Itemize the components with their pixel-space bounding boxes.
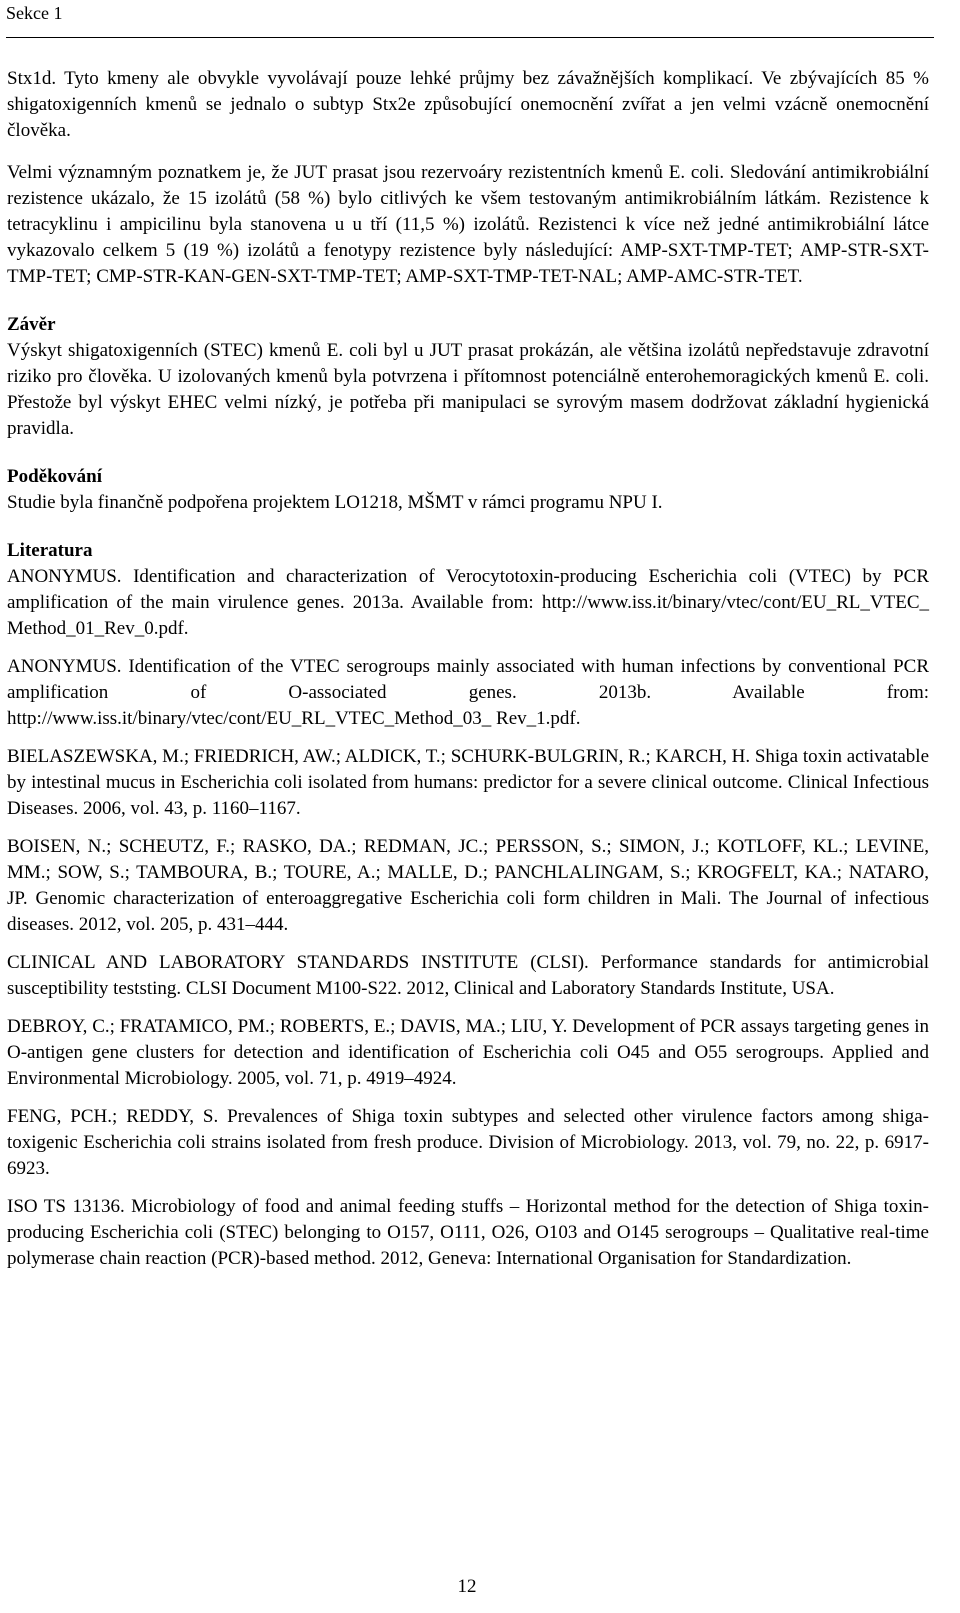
intro-paragraph-2: Velmi významným poznatkem je, že JUT prasat jsou rezervoáry rezistentních kmenů E. coli. Sledování antimikrobiální rezistence ukázalo, že 15 izolátů (58 %) bylo citlivých ke všem testovaným antimikrobiálním látkám. Rezistence k tetracyklinu i ampicilinu byla stanovena u u tří (11,5 %) izolátů. Rezistenci k více než jedné antimikrobiální látce vykazovalo celkem 5 (19 %) izolátů a fenotypy rezistence byly následující: AMP-SXT-TMP-TET; AMP-STR-SXT-TMP-TET; CMP-STR-KAN-GEN-SXT-TMP-TET; AMP-SXT-TMP-TET-NAL; AMP-AMC-STR-TET. xyxy=(7,162,929,287)
reference-item: BIELASZEWSKA, M.; FRIEDRICH, AW.; ALDICK, T.; SCHURK-BULGRIN, R.; KARCH, H. Shiga toxin activatable by intestinal mucus in Escherichia coli isolated from humans: predictor for a severe clinical outcome. Clinical Infectious Diseases. 2006, vol. 43, p. 1160–1167. xyxy=(7,746,929,819)
reference-item: BOISEN, N.; SCHEUTZ, F.; RASKO, DA.; REDMAN, JC.; PERSSON, S.; SIMON, J.; KOTLOFF, KL.; LEVINE, MM.; SOW, S.; TAMBOURA, B.; TOURE, A.; MALLE, D.; PANCHLALINGAM, S.; KROGFELT, KA.; NATARO, JP. Genomic characterization of enteroaggregative Escherichia coli form children in Mali. The Journal of infectious diseases. 2012, vol. 205, p. 431–444. xyxy=(7,836,929,935)
reference-item: ANONYMUS. Identification and characterization of Verocytotoxin-producing Escherichia coli (VTEC) by PCR amplification of the main virulence genes. 2013a. Available from: http://www.iss.it/binary/vtec/cont/EU_RL_VTEC_ Method_01_Rev_0.pdf. xyxy=(7,566,929,639)
document-body xyxy=(7,66,929,1272)
reference-item: CLINICAL AND LABORATORY STANDARDS INSTITUTE (CLSI). Performance standards for antimicrobial susceptibility teststing. CLSI Document M100-S22. 2012, Clinical and Laboratory Standards Institute, USA. xyxy=(7,952,929,999)
literature-heading: Literatura xyxy=(7,540,93,561)
reference-item: ANONYMUS. Identification of the VTEC serogroups mainly associated with human infections by conventional PCR amplification of O-associated genes. 2013b. Available from: http://www.iss.it/binary/vtec/cont/EU_RL_VTEC_Method_03_ Rev_1.pdf. xyxy=(7,656,929,729)
intro-paragraph-1: Stx1d. Tyto kmeny ale obvykle vyvolávají pouze lehké průjmy bez závažnějších komplikací. Ve zbývajících 85 % shigatoxigenních kmenů se jednalo o subtyp Stx2e způsobující onemocnění zvířat a jen velmi vzácně onemocnění člověka. xyxy=(7,68,929,141)
acknowledgement-text: Studie byla finančně podpořena projektem LO1218, MŠMT v rámci programu NPU I. xyxy=(7,492,663,513)
reference-item: DEBROY, C.; FRATAMICO, PM.; ROBERTS, E.; DAVIS, MA.; LIU, Y. Development of PCR assays targeting genes in O-antigen gene clusters for detection and identification of Escherichia coli O45 and O55 serogroups. Applied and Environmental Microbiology. 2005, vol. 71, p. 4919–4924. xyxy=(7,1016,929,1089)
acknowledgement-heading: Poděkování xyxy=(7,466,103,487)
conclusion-heading: Závěr xyxy=(7,314,56,335)
page-number: 12 xyxy=(457,1576,477,1597)
header-divider xyxy=(6,37,934,38)
conclusion-text: Výskyt shigatoxigenních (STEC) kmenů E. coli byl u JUT prasat prokázán, ale většina izolátů nepředstavuje zdravotní riziko pro člověka. U izolovaných kmenů byla potvrzena i přítomnost potenciálně enterohemoragických kmenů E. coli. Přestože byl výskyt EHEC velmi nízký, je potřeba při manipulaci se syrovým masem dodržovat základní hygienická pravidla. xyxy=(7,340,929,439)
section-header: Sekce 1 xyxy=(6,3,63,23)
reference-list xyxy=(7,564,929,1272)
reference-item: FENG, PCH.; REDDY, S. Prevalences of Shiga toxin subtypes and selected other virulence factors among shiga-toxigenic Escherichia coli strains isolated from fresh produce. Division of Microbiology. 2013, vol. 79, no. 22, p. 6917-6923. xyxy=(7,1106,929,1179)
reference-item: ISO TS 13136. Microbiology of food and animal feeding stuffs – Horizontal method for the detection of Shiga toxin-producing Escherichia coli (STEC) belonging to O157, O111, O26, O103 and O145 serogroups – Qualitative real-time polymerase chain reaction (PCR)-based method. 2012, Geneva: International Organisation for Standardization. xyxy=(7,1196,929,1269)
